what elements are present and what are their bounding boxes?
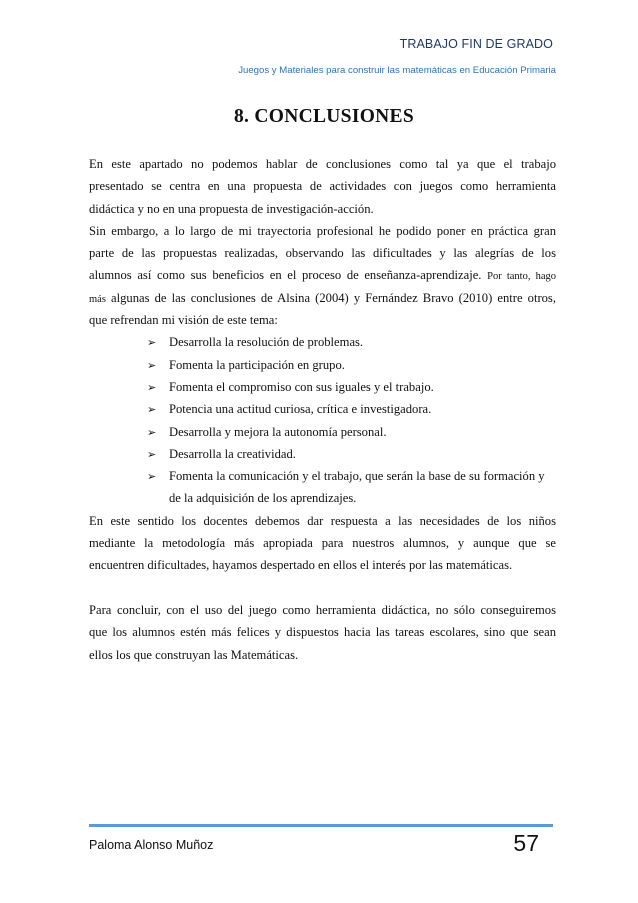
bullet-item: [89, 376, 556, 398]
arrow-bullet-icon: ➢: [147, 381, 157, 394]
arrow-bullet-icon: ➢: [147, 359, 157, 372]
para2-line4-main: algunas de las conclusiones de Alsina (2004) y Fernández Bravo (2010) entre otros,: [111, 290, 556, 305]
paragraph-gap: [89, 577, 556, 599]
para1-line: didáctica y no en una propuesta de investigación-acción.: [89, 201, 374, 216]
para2-line3-small: Por tanto, hago: [487, 271, 556, 283]
section-heading: 8. CONCLUSIONES: [233, 106, 415, 127]
bullet-text: Desarrolla y mejora la autonomía personal.: [169, 424, 387, 439]
bullet-text: Desarrolla la creatividad.: [169, 446, 296, 461]
bullet-continuation: de la adquisición de los aprendizajes.: [169, 491, 357, 506]
footer-author: Paloma Alonso Muñoz: [89, 838, 214, 852]
bullet-item: [89, 331, 556, 353]
header-title: TRABAJO FIN DE GRADO: [399, 37, 553, 51]
para2-line: Sin embargo, a lo largo de mi trayectoria profesional he podido poner en práctica gran: [89, 223, 556, 238]
bullet-text: Fomenta el compromiso con sus iguales y el trabajo.: [169, 379, 434, 394]
bullet-item: [89, 465, 556, 487]
para3-line: En este sentido los docentes debemos dar respuesta a las necesidades de los niños: [89, 513, 556, 528]
bullet-item: [89, 354, 556, 376]
bullet-text: Fomenta la comunicación y el trabajo, que serán la base de su formación y: [169, 469, 545, 484]
para2-line4-small: más: [89, 293, 106, 305]
para3-line: mediante la metodología más apropiada para nuestros alumnos, y aunque que se: [89, 536, 556, 551]
para2-line3-main: alumnos así como sus beneficios en el proceso de enseñanza-aprendizaje.: [89, 268, 482, 283]
arrow-bullet-icon: ➢: [147, 404, 157, 417]
para4-line: Para concluir, con el uso del juego como herramienta didáctica, no sólo conseguiremos: [89, 602, 556, 617]
header-subtitle: Juegos y Materiales para construir las matemáticas en Educación Primaria: [238, 65, 556, 76]
para1-line: En este apartado no podemos hablar de conclusiones como tal ya que el trabajo: [89, 157, 556, 171]
bullet-text: Desarrolla la resolución de problemas.: [169, 335, 364, 350]
arrow-bullet-icon: ➢: [147, 471, 157, 484]
para4-line: que los alumnos estén más felices y dispuestos hacia las tareas escolares, sino que sean: [89, 625, 556, 640]
para1-line: presentado se centra en una propuesta de actividades con juegos como herramienta: [89, 179, 556, 194]
para2-line: que refrendan mi visión de este tema:: [89, 313, 278, 328]
document-body: [89, 153, 556, 666]
para4-line: ellos los que construyan las Matemáticas.: [89, 647, 299, 662]
arrow-bullet-icon: ➢: [147, 337, 157, 350]
bullet-item: [89, 398, 556, 420]
bullet-item: [89, 421, 556, 443]
para2-line: [89, 287, 556, 309]
para2-line: [89, 264, 556, 286]
page-number: 57: [513, 830, 539, 856]
bullet-text: Potencia una actitud curiosa, crítica e investigadora.: [169, 402, 432, 417]
bullet-item: [89, 443, 556, 465]
footer-divider: [89, 824, 553, 827]
para3-line: encuentren dificultades, hayamos despertado en ellos el interés por las matemáticas.: [89, 558, 513, 573]
arrow-bullet-icon: ➢: [147, 426, 157, 439]
para2-line: parte de las propuestas realizadas, observando las dificultades y las alegrías de los: [89, 246, 556, 261]
arrow-bullet-icon: ➢: [147, 448, 157, 461]
bullet-text: Fomenta la participación en grupo.: [169, 357, 345, 372]
